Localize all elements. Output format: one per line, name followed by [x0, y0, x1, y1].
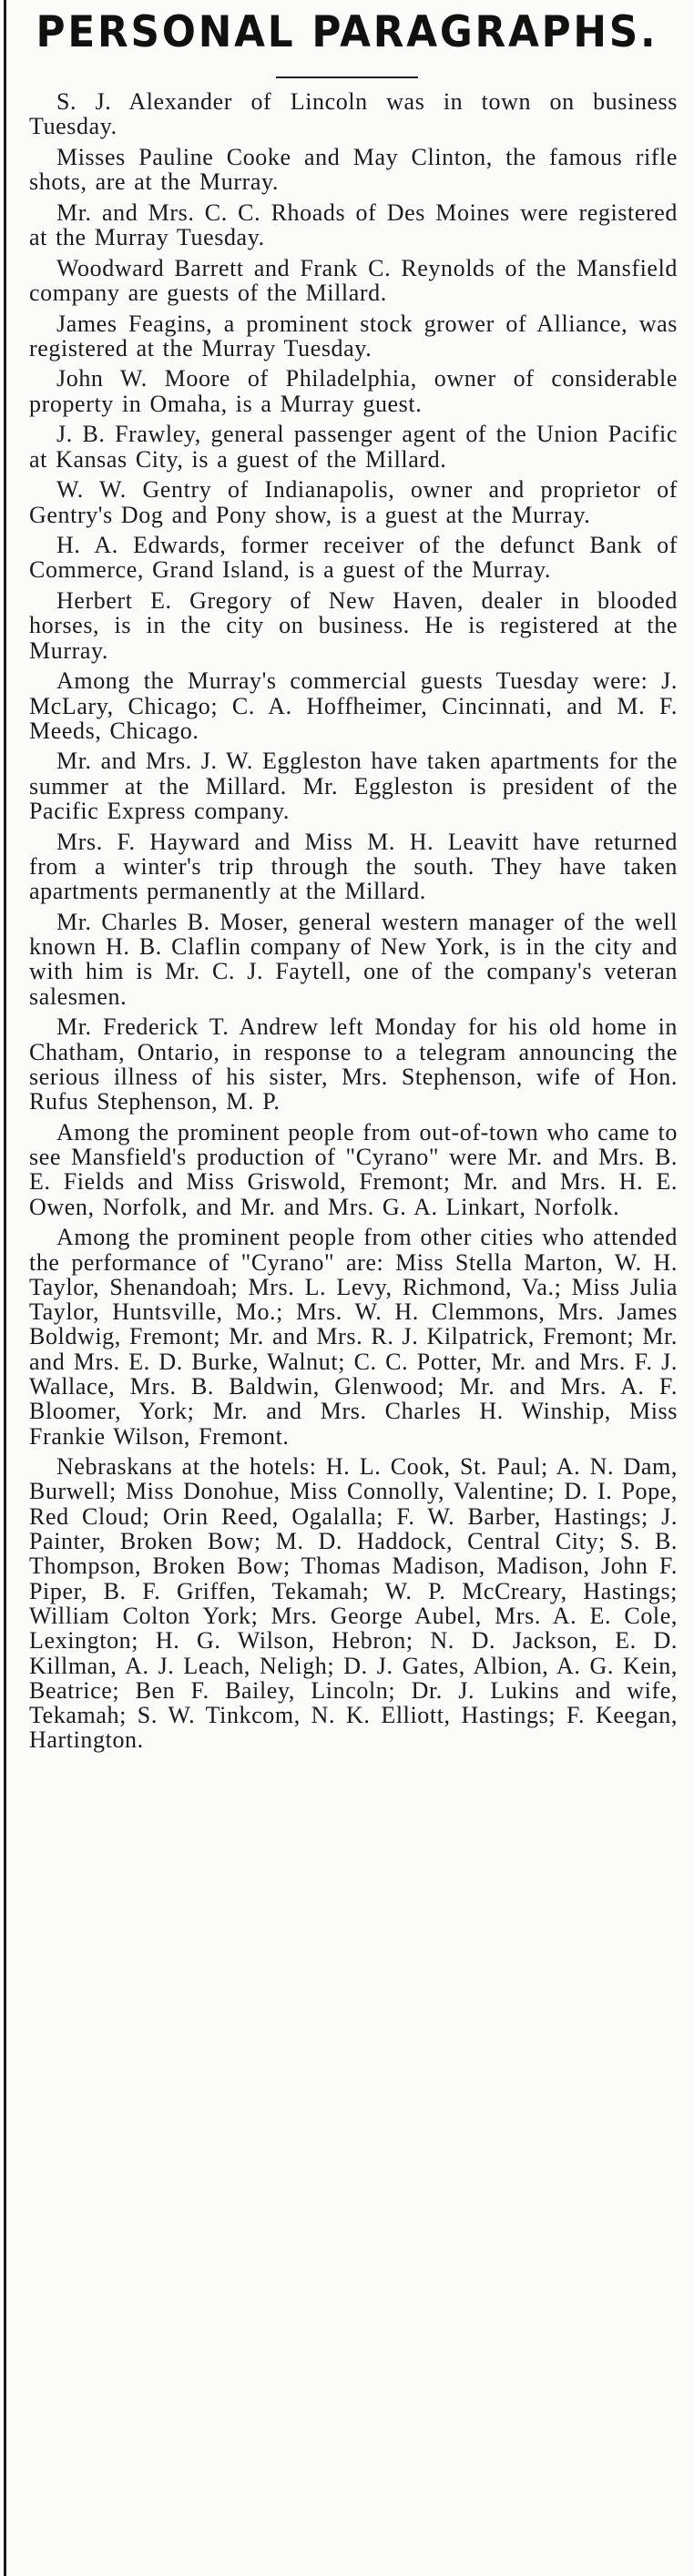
paragraph: Nebraskans at the hotels: H. L. Cook, St. Paul; A. N. Dam, Burwell; Miss Donohue, Miss Connolly, Valentine; D. I. Pope, Red Cloud; Orin Reed, Ogalalla; F. W. Barber, Hastings; J. Painter, Broken Bow; M. D. Haddock, Central City; S. B. Thompson, Broken Bow; Thomas Madison, Madison, John F. Piper, B. F. Griffen, Tekamah; W. P. McCreary, Hastings; William Colton York; Mrs. George Aubel, Mrs. A. E. Cole, Lexington; H. G. Wilson, Hebron; N. D. Jackson, E. D. Killman, A. J. Leach, Neligh; D. J. Gates, Albion, A. G. Kein, Beatrice; Ben F. Bailey, Lincoln; Dr. J. Lukins and wife, Tekamah; S. W. Tinkcom, N. K. Elliott, Hastings; F. Keegan, Hartington. [29, 1453, 678, 1754]
paragraph: H. A. Edwards, former receiver of the defunct Bank of Commerce, Grand Island, is a guest of the Murray. [29, 532, 678, 584]
paragraph: John W. Moore of Philadelphia, owner of considerable property in Omaha, is a Murray guest. [29, 365, 678, 417]
paragraph: Mr. and Mrs. J. W. Eggleston have taken apartments for the summer at the Millard. Mr. Eggleston is president of the Pacific Express company. [29, 748, 678, 824]
paragraph: J. B. Frawley, general passenger agent of the Union Pacific at Kansas City, is a guest of the Millard. [29, 421, 678, 473]
paragraph: Mr. and Mrs. C. C. Rhoads of Des Moines were registered at the Murray Tuesday. [29, 199, 678, 251]
paragraph: Woodward Barrett and Frank C. Reynolds of the Mansfield company are guests of the Millard. [29, 254, 678, 306]
paragraph: Mrs. F. Hayward and Miss M. H. Leavitt have returned from a winter's trip through the south. They have taken apartments permanently at the Millard. [29, 828, 678, 905]
paragraph: Misses Pauline Cooke and May Clinton, the famous rifle shots, are at the Murray. [29, 143, 678, 196]
paragraph: Among the prominent people from other cities who attended the performance of "Cyrano" are: Miss Stella Marton, W. H. Taylor, Shenandoah; Mrs. L. Levy, Richmond, Va.; Miss Julia Taylor, Huntsville, Mo.; Mrs. W. H. Clemmons, Mrs. James Boldwig, Fremont; Mr. and Mrs. R. J. Kilpatrick, Fremont; Mr. and Mrs. E. D. Burke, Walnut; C. C. Potter, Mr. and Mrs. F. J. Wallace, Mrs. B. Baldwin, Glenwood; Mr. and Mrs. A. F. Bloomer, York; Mr. and Mrs. Charles H. Winship, Miss Frankie Wilson, Fremont. [29, 1224, 678, 1450]
paragraph: Mr. Frederick T. Andrew left Monday for his old home in Chatham, Ontario, in response to a telegram announcing the serious illness of his sister, Mrs. Stephenson, wife of Hon. Rufus Stephenson, M. P. [29, 1013, 678, 1115]
paragraph: James Feagins, a prominent stock grower of Alliance, was registered at the Murray Tuesday. [29, 310, 678, 361]
paragraph-list [29, 89, 678, 1758]
paragraph: Mr. Charles B. Moser, general western manager of the well known H. B. Claflin company of New York, is in the city and with him is Mr. C. J. Faytell, one of the company's veteran salesmen. [29, 908, 678, 1010]
heading-underline [276, 76, 418, 78]
paragraph: Among the Murray's commercial guests Tuesday were: J. McLary, Chicago; C. A. Hoffheimer, Cincinnati, and M. F. Meeds, Chicago. [29, 667, 678, 744]
column-heading: PERSONAL PARAGRAPHS. [36, 7, 658, 57]
paragraph: W. W. Gentry of Indianapolis, owner and proprietor of Gentry's Dog and Pony show, is a guest at the Murray. [29, 476, 678, 528]
column-rule [4, 0, 6, 2576]
paragraph: S. J. Alexander of Lincoln was in town on business Tuesday. [29, 88, 678, 140]
paragraph: Among the prominent people from out-of-town who came to see Mansfield's production of "Cyrano" were Mr. and Mrs. B. E. Fields and Miss Griswold, Fremont; Mr. and Mrs. H. E. Owen, Norfolk, and Mr. and Mrs. G. A. Linkart, Norfolk. [29, 1118, 678, 1220]
paragraph: Herbert E. Gregory of New Haven, dealer in blooded horses, is in the city on business. He is registered at the Murray. [29, 587, 678, 664]
